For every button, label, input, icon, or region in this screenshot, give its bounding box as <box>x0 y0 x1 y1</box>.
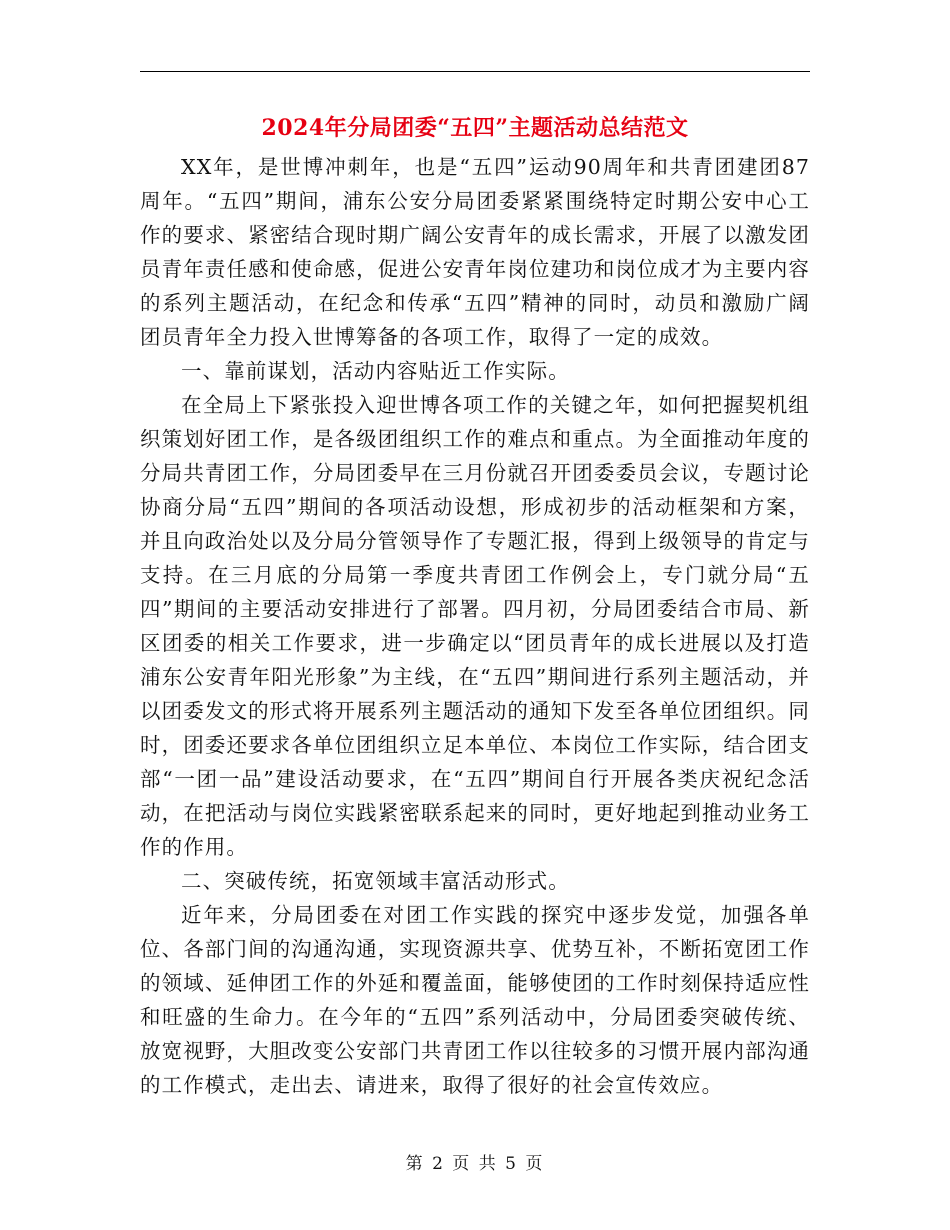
paragraph-section-1: 在全局上下紧张投入迎世博各项工作的关键之年，如何把握契机组织策划好团工作，是各级团组织工作的难点和重点。为全面推动年度的分局共青团工作，分局团委早在三月份就召开团委委员会议，专题讨论协商分局“五四”期间的各项活动设想，形成初步的活动框架和方案，并且向政治处以及分局分管领导作了专题汇报，得到上级领导的肯定与支持。在三月底的分局第一季度共青团工作例会上，专门就分局“五四”期间的主要活动安排进行了部署。四月初，分局团委结合市局、新区团委的相关工作要求，进一步确定以“团员青年的成长进展以及打造浦东公安青年阳光形象”为主线，在“五四”期间进行系列主题活动，并以团委发文的形式将开展系列主题活动的通知下发至各单位团组织。同时，团委还要求各单位团组织立足本单位、本岗位工作实际，结合团支部“一团一品”建设活动要求，在“五四”期间自行开展各类庆祝纪念活动，在把活动与岗位实践紧密联系起来的同时，更好地起到推动业务工作的作用。 <box>140 393 810 859</box>
section-heading-1: 一、靠前谋划，活动内容贴近工作实际。 <box>181 359 570 383</box>
page-number-footer: 第 2 页 共 5 页 <box>405 1154 545 1174</box>
section-heading-2: 二、突破传统，拓宽领域丰富活动形式。 <box>181 869 570 893</box>
paragraph-section-2: 近年来，分局团委在对团工作实践的探究中逐步发觉，加强各单位、各部门间的沟通沟通，实现资源共享、优势互补，不断拓宽团工作的领域、延伸团工作的外延和覆盖面，能够使团的工作时刻保持适应性和旺盛的生命力。在今年的“五四”系列活动中，分局团委突破传统、放宽视野，大胆改变公安部门共青团工作以往较多的习惯开展内部沟通的工作模式，走出去、请进来，取得了很好的社会宣传效应。 <box>140 903 810 1097</box>
paragraph-intro: XX年，是世博冲刺年，也是“五四”运动90周年和共青团建团87周年。“五四”期间，浦东公安分局团委紧紧围绕特定时期公安中心工作的要求、紧密结合现时期广阔公安青年的成长需求，开展了以激发团员青年责任感和使命感，促进公安青年岗位建功和岗位成才为主要内容的系列主题活动，在纪念和传承“五四”精神的同时，动员和激励广阔团员青年全力投入世博筹备的各项工作，取得了一定的成效。 <box>140 155 810 349</box>
header-rule <box>140 71 810 72</box>
document-body <box>140 150 810 1102</box>
document-title: 2024年分局团委“五四”主题活动总结范文 <box>261 115 689 141</box>
